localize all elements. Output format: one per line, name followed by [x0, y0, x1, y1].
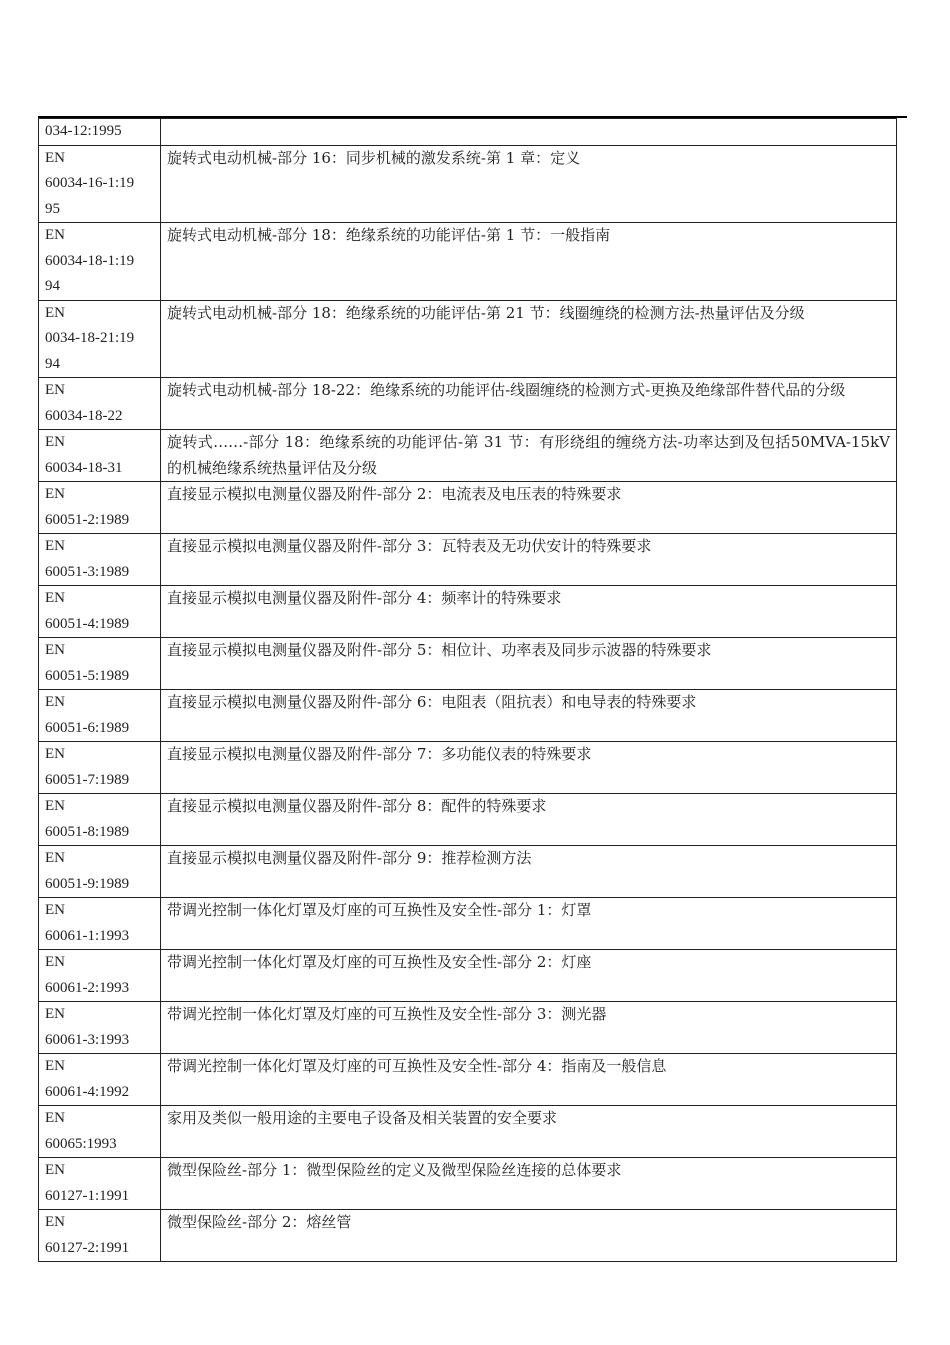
table-row — [39, 638, 897, 690]
standard-code-line: EN — [45, 434, 65, 450]
standard-description: 直接显示模拟电测量仪器及附件-部分 4：频率计的特殊要求 — [161, 586, 897, 638]
standard-code-cell — [39, 119, 161, 146]
standards-table-body — [39, 119, 897, 1262]
standard-code-line: EN — [45, 798, 65, 814]
standard-code-line: 60034-18-1:19 — [45, 252, 135, 269]
standard-description: 带调光控制一体化灯罩及灯座的可互换性及安全性-部分 1：灯罩 — [161, 898, 897, 950]
table-row — [39, 378, 897, 430]
standard-description: 直接显示模拟电测量仪器及附件-部分 8：配件的特殊要求 — [161, 794, 897, 846]
standard-description: 带调光控制一体化灯罩及灯座的可互换性及安全性-部分 2：灯座 — [161, 950, 897, 1002]
standard-description: 旋转式电动机械-部分 18-22：绝缘系统的功能评估-线圈缠绕的检测方式-更换及绝缘部件替代品的分级 — [161, 378, 897, 430]
standard-code-cell — [39, 482, 161, 534]
table-row — [39, 742, 897, 794]
standard-code-line: 60034-18-22 — [45, 407, 123, 424]
standard-code-line: 60034-16-1:19 — [45, 175, 135, 191]
standard-code-line: 95 — [45, 200, 60, 217]
standard-code-line: EN — [45, 694, 65, 710]
standard-code-cell — [39, 1002, 161, 1054]
standard-code-line: EN — [45, 1214, 65, 1230]
table-row — [39, 145, 897, 223]
standard-code-line: EN — [45, 746, 65, 762]
standard-description: 带调光控制一体化灯罩及灯座的可互换性及安全性-部分 4：指南及一般信息 — [161, 1054, 897, 1106]
standard-code-cell — [39, 690, 161, 742]
standard-code-cell — [39, 145, 161, 223]
table-row — [39, 1158, 897, 1210]
table-row — [39, 794, 897, 846]
table-row — [39, 1002, 897, 1054]
standard-code-cell — [39, 742, 161, 794]
standard-code-cell — [39, 794, 161, 846]
standard-code-line: 60127-1:1991 — [45, 1187, 130, 1204]
standard-description: 旋转式电动机械-部分 18：绝缘系统的功能评估-第 21 节：线圈缠绕的检测方法-热量评估及分级 — [161, 300, 897, 378]
standard-code-cell — [39, 378, 161, 430]
standard-code-cell — [39, 1158, 161, 1210]
standard-description: 带调光控制一体化灯罩及灯座的可互换性及安全性-部分 3：测光器 — [161, 1002, 897, 1054]
standard-code-line: EN — [45, 1162, 65, 1178]
standard-code-cell — [39, 1106, 161, 1158]
standard-code: 034-12:1995 — [45, 123, 122, 139]
standard-code-line: 60051-9:1989 — [45, 875, 130, 892]
standard-description: 直接显示模拟电测量仪器及附件-部分 6：电阻表（阻抗表）和电导表的特殊要求 — [161, 690, 897, 742]
standards-table — [38, 118, 897, 1262]
standard-code-line: EN — [45, 382, 65, 398]
standard-description: 微型保险丝-部分 2：熔丝管 — [161, 1210, 897, 1262]
standard-description: 直接显示模拟电测量仪器及附件-部分 5：相位计、功率表及同步示波器的特殊要求 — [161, 638, 897, 690]
standard-code-line: EN — [45, 642, 65, 658]
standard-code-line: EN — [45, 304, 65, 321]
standard-description: 旋转式……-部分 18：绝缘系统的功能评估-第 31 节：有形绕组的缠绕方法-功率达到及包括50MVA-15kV 的机械绝缘系统热量评估及分级 — [161, 430, 897, 482]
standard-code-cell — [39, 1210, 161, 1262]
standard-code-line: 60051-5:1989 — [45, 667, 130, 684]
standard-code-line: 60127-2:1991 — [45, 1239, 130, 1256]
standard-description: 直接显示模拟电测量仪器及附件-部分 2：电流表及电压表的特殊要求 — [161, 482, 897, 534]
standard-code-line: EN — [45, 850, 65, 866]
standard-code-line: 60061-3:1993 — [45, 1031, 130, 1048]
standard-description-cell — [161, 119, 897, 146]
standard-description: 直接显示模拟电测量仪器及附件-部分 7：多功能仪表的特殊要求 — [161, 742, 897, 794]
table-row — [39, 690, 897, 742]
table-row — [39, 300, 897, 378]
standard-code-line: 60051-3:1989 — [45, 563, 130, 580]
standard-code-line: 60061-1:1993 — [45, 927, 130, 944]
standard-code-line: EN — [45, 1006, 65, 1022]
standard-code-line: EN — [45, 954, 65, 970]
standard-code-line: 60051-4:1989 — [45, 615, 130, 632]
standard-description: 直接显示模拟电测量仪器及附件-部分 3：瓦特表及无功伏安计的特殊要求 — [161, 534, 897, 586]
table-row — [39, 898, 897, 950]
table-row — [39, 223, 897, 301]
standard-code-line: 60051-7:1989 — [45, 771, 130, 788]
table-row — [39, 482, 897, 534]
standard-code-line: 60065:1993 — [45, 1135, 117, 1152]
standard-description: 微型保险丝-部分 1：微型保险丝的定义及微型保险丝连接的总体要求 — [161, 1158, 897, 1210]
standard-code-line: EN — [45, 902, 65, 918]
standard-description: 旋转式电动机械-部分 16：同步机械的激发系统-第 1 章：定义 — [161, 145, 897, 223]
standard-code-line: 60051-8:1989 — [45, 823, 130, 840]
standard-code-cell — [39, 586, 161, 638]
standard-code-line: 94 — [45, 278, 60, 294]
table-row — [39, 1054, 897, 1106]
standard-code-cell — [39, 638, 161, 690]
standard-code-cell — [39, 300, 161, 378]
standard-description: 直接显示模拟电测量仪器及附件-部分 9：推荐检测方法 — [161, 846, 897, 898]
standard-code-line: 60061-4:1992 — [45, 1083, 130, 1100]
standard-code-line: EN — [45, 149, 65, 166]
standard-code-cell — [39, 846, 161, 898]
standard-code-cell — [39, 223, 161, 301]
standard-code-line: 94 — [45, 355, 60, 372]
standard-code-cell — [39, 950, 161, 1002]
standard-code-line: EN — [45, 227, 65, 243]
standard-code-line: 60034-18-31 — [45, 459, 123, 476]
standard-code-line: 0034-18-21:19 — [45, 330, 135, 346]
standard-code-cell — [39, 430, 161, 482]
table-row — [39, 586, 897, 638]
table-row — [39, 430, 897, 482]
standard-description: 旋转式电动机械-部分 18：绝缘系统的功能评估-第 1 节：一般指南 — [161, 223, 897, 301]
standard-code-cell — [39, 534, 161, 586]
standard-description: 家用及类似一般用途的主要电子设备及相关装置的安全要求 — [161, 1106, 897, 1158]
standard-code-line: EN — [45, 1110, 65, 1126]
table-row — [39, 846, 897, 898]
standard-code-line: EN — [45, 590, 65, 606]
table-row — [39, 1106, 897, 1158]
standard-code-line: EN — [45, 1058, 65, 1074]
standard-code-cell — [39, 1054, 161, 1106]
standard-code-line: 60051-6:1989 — [45, 719, 130, 736]
standard-code-cell — [39, 898, 161, 950]
table-row — [39, 534, 897, 586]
table-row — [39, 1210, 897, 1262]
standard-code-line: EN — [45, 486, 65, 502]
standard-code-line: EN — [45, 538, 65, 554]
table-row — [39, 119, 897, 146]
standard-code-line: 60061-2:1993 — [45, 979, 130, 996]
table-row — [39, 950, 897, 1002]
standard-code-line: 60051-2:1989 — [45, 511, 130, 528]
